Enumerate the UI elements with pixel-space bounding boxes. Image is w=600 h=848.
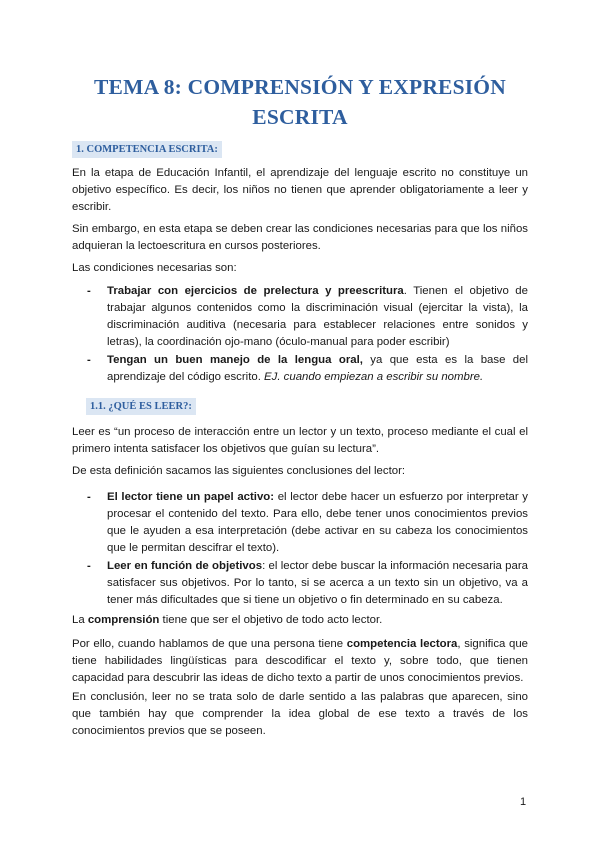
example-text: EJ. cuando empiezan a escribir su nombre. bbox=[264, 371, 484, 383]
title-line-1: TEMA 8: COMPRENSIÓN Y EXPRESIÓN bbox=[94, 75, 506, 99]
list-item-text: el lector debe hacer un esfuerzo por interpretar y procesar el contenido del texto. Para ello, debe tener unos conocimientos previos que le ayuden a esa interpretación (debe activar en su cabeza los conocimientos que le permitan descifrar el texto). bbox=[107, 491, 528, 554]
list-item-bold: El lector tiene un papel activo: bbox=[107, 491, 275, 503]
list-bullet: - bbox=[87, 354, 91, 366]
list-bullet: - bbox=[87, 491, 91, 503]
list-item bbox=[87, 352, 528, 386]
paragraph-6-text: La bbox=[72, 614, 88, 626]
list-bullet: - bbox=[87, 285, 91, 297]
list-item bbox=[87, 558, 528, 609]
list-item-text: . Tienen el objetivo de trabajar algunos contenidos como la discriminación visual (ejercitar la vista), la discriminación auditiva (necesaria para establecer relaciones entre sonidos y letras), la coordinación ojo-mano (óculo-manual para poder escribir) bbox=[107, 285, 528, 348]
list-item-bold: Tengan un buen manejo de la lengua oral, bbox=[107, 354, 363, 366]
list-item bbox=[87, 283, 528, 351]
list-item bbox=[87, 489, 528, 557]
page-number: 1 bbox=[520, 796, 527, 808]
section-heading-1-1: 1.1. ¿QUÉ ES LEER?: bbox=[86, 398, 196, 415]
list-bullet: - bbox=[87, 560, 91, 572]
paragraph-7-bold: competencia lectora bbox=[346, 638, 458, 650]
paragraph-5: De esta definición sacamos las siguientes conclusiones del lector: bbox=[72, 465, 406, 477]
paragraph-8: En conclusión, leer no se trata solo de darle sentido a las palabras que aparecen, sino que también hay que comprender la idea global de ese texto a través de los conocimientos previos que se poseen. bbox=[72, 691, 528, 737]
list-item-bold: Leer en función de objetivos bbox=[107, 560, 263, 572]
paragraph-3: Las condiciones necesarias son: bbox=[72, 262, 237, 274]
section-heading-1: 1. COMPETENCIA ESCRITA: bbox=[72, 141, 222, 158]
list-item-bold: Trabajar con ejercicios de prelectura y preescritura bbox=[107, 285, 404, 297]
list-item-text: : el lector debe buscar la información necesaria para satisfacer sus objetivos. Por lo tanto, si se acerca a un texto sin un objetivo, va a tener más dificultades que si tiene un objetivo o fin determinado en su cabeza. bbox=[107, 560, 528, 606]
page-title bbox=[72, 72, 528, 132]
paragraph-4: Leer es “un proceso de interacción entre un lector y un texto, proceso mediante el cual el primero intenta satisfacer los objetivos que guían su lectura”. bbox=[72, 426, 528, 455]
title-line-2: ESCRITA bbox=[252, 105, 348, 129]
paragraph-7-text: Por ello, cuando hablamos de que una persona tiene bbox=[72, 638, 347, 650]
paragraph-2: Sin embargo, en esta etapa se deben crear las condiciones necesarias para que los niños adquieran la lectoescritura en cursos posteriores. bbox=[72, 223, 528, 252]
paragraph-1: En la etapa de Educación Infantil, el aprendizaje del lenguaje escrito no constituye un objetivo específico. Es decir, los niños no tienen que aprender obligatoriamente a leer y escribir. bbox=[72, 167, 528, 213]
paragraph-7 bbox=[72, 636, 528, 687]
paragraph-6-bold: comprensión bbox=[87, 614, 160, 626]
paragraph-6-text-end: tiene que ser el objetivo de todo acto lector. bbox=[159, 614, 383, 626]
paragraph-7-text-end: , significa que tiene habilidades lingüísticas para descodificar el texto y, sobre todo, que tienen capacidad para descubrir las ideas de dicho texto a partir de unos conocimientos previos. bbox=[72, 638, 529, 684]
list-item-text: ya que esta es la base del aprendizaje del código escrito. bbox=[107, 354, 528, 383]
paragraph-6 bbox=[72, 612, 528, 629]
